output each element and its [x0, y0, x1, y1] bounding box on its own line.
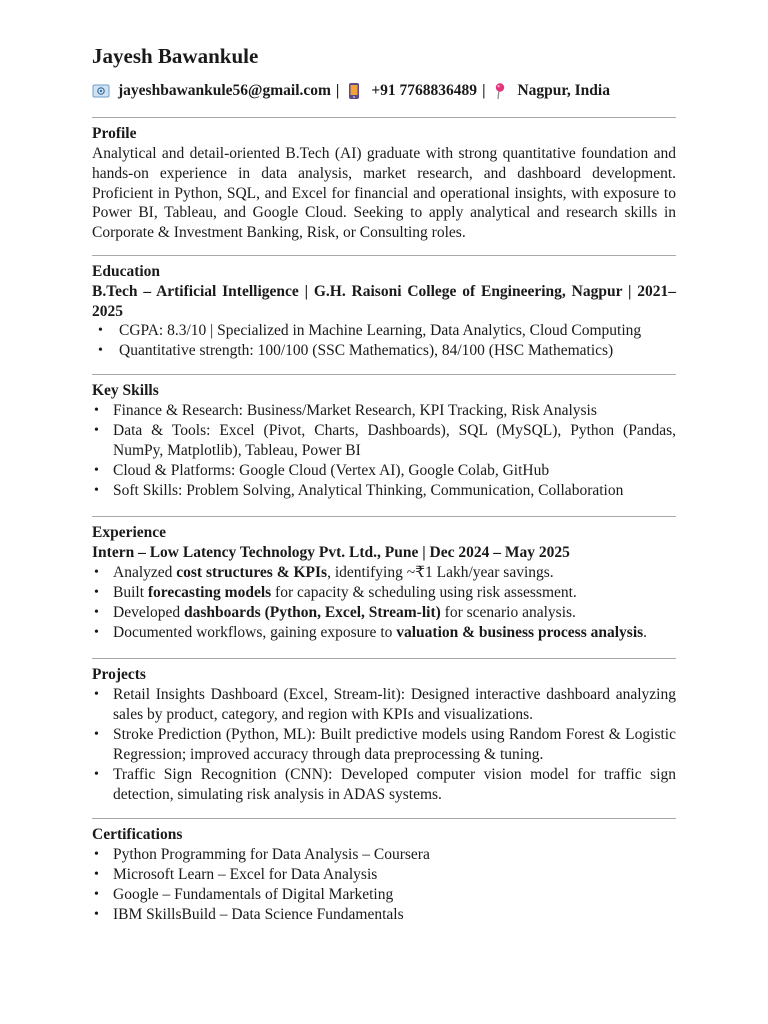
phone-icon	[345, 82, 363, 100]
list-item: • Retail Insights Dashboard (Excel, Stream-lit): Designed interactive dashboard analyzing sales by product, category, and region with KPIs and visualizations.	[92, 685, 676, 725]
section-title: Education	[92, 263, 161, 280]
list-item: • Built forecasting models for capacity & scheduling using risk assessment.	[92, 583, 676, 603]
list-item: • Data & Tools: Excel (Pivot, Charts, Dashboards), SQL (MySQL), Python (Pandas, NumPy, Matplotlib), Tableau, Power BI	[92, 421, 676, 461]
list-item: • Microsoft Learn – Excel for Data Analysis	[92, 865, 676, 885]
skills-list	[92, 401, 676, 501]
contact-separator: |	[335, 82, 340, 99]
list-item: • Soft Skills: Problem Solving, Analytical Thinking, Communication, Collaboration	[92, 481, 676, 501]
list-item: • Google – Fundamentals of Digital Marketing	[92, 885, 676, 905]
education-section	[92, 255, 676, 361]
section-title: Experience	[92, 524, 167, 541]
section-title: Key Skills	[92, 382, 159, 399]
education-degree: B.Tech – Artificial Intelligence | G.H. Raisoni College of Engineering, Nagpur | 2021–2025	[92, 283, 676, 320]
profile-text: Analytical and detail-oriented B.Tech (AI) graduate with strong quantitative foundation and hands-on experience in data analysis, market research, and dashboard development. Proficient in Python, SQL, and Excel for financial and operational insights, with exposure to Power BI, Tableau, and Google Cloud. Seeking to apply analytical and research skills in Corporate & Investment Banking, Risk, or Consulting roles.	[92, 145, 676, 242]
location-pin-icon	[491, 82, 509, 100]
location-text: Nagpur, India	[517, 82, 610, 99]
email-text[interactable]: jayeshbawankule56@gmail.com	[118, 82, 331, 99]
education-list	[92, 321, 676, 361]
certifications-list	[92, 845, 676, 925]
list-item: • Stroke Prediction (Python, ML): Built predictive models using Random Forest & Logistic Regression; improved accuracy through data preprocessing & tuning.	[92, 725, 676, 765]
list-item: • Documented workflows, gaining exposure to valuation & business process analysis.	[92, 623, 676, 643]
projects-list	[92, 685, 676, 805]
skills-section	[92, 374, 676, 501]
experience-role: Intern – Low Latency Technology Pvt. Ltd., Pune | Dec 2024 – May 2025	[92, 544, 570, 561]
list-item: • Cloud & Platforms: Google Cloud (Vertex AI), Google Colab, GitHub	[92, 461, 676, 481]
phone-text[interactable]: +91 7768836489	[371, 82, 478, 99]
list-item: • Python Programming for Data Analysis – Coursera	[92, 845, 676, 865]
section-title: Certifications	[92, 826, 183, 843]
contact-separator: |	[482, 82, 486, 99]
list-item: • Finance & Research: Business/Market Research, KPI Tracking, Risk Analysis	[92, 401, 676, 421]
candidate-name: Jayesh Bawankule	[92, 44, 259, 68]
section-title: Projects	[92, 666, 146, 683]
list-item: • Quantitative strength: 100/100 (SSC Mathematics), 84/100 (HSC Mathematics)	[92, 341, 676, 361]
list-item: • Developed dashboards (Python, Excel, Stream-lit) for scenario analysis.	[92, 603, 676, 623]
list-item: • Analyzed cost structures & KPIs, identifying ~₹1 Lakh/year savings.	[92, 563, 676, 583]
email-icon	[92, 82, 110, 100]
experience-section	[92, 516, 676, 643]
list-item: • CGPA: 8.3/10 | Specialized in Machine Learning, Data Analytics, Cloud Computing	[92, 321, 676, 341]
projects-section	[92, 658, 676, 805]
certifications-section	[92, 818, 676, 925]
profile-section	[92, 117, 676, 243]
list-item: • Traffic Sign Recognition (CNN): Developed computer vision model for traffic sign detection, simulating risk analysis in ADAS systems.	[92, 765, 676, 805]
experience-list	[92, 563, 676, 643]
section-title: Profile	[92, 125, 137, 142]
contact-line	[92, 82, 610, 100]
list-item: • IBM SkillsBuild – Data Science Fundamentals	[92, 905, 676, 925]
